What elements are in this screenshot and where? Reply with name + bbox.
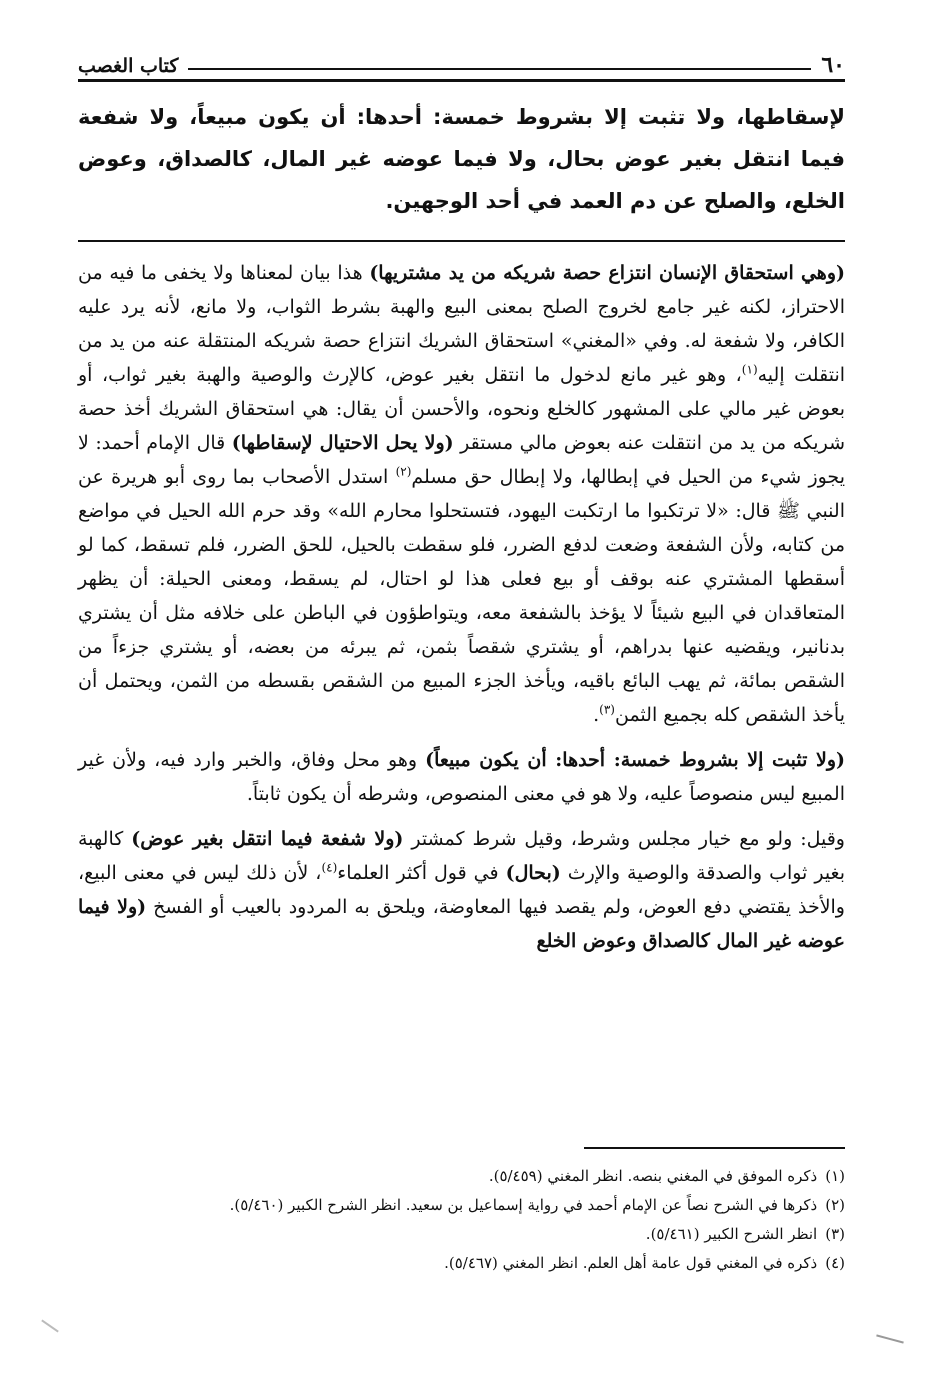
- footnote-text: انظر الشرح الكبير (٥/٤٦١).: [645, 1225, 818, 1243]
- footnote-ref[interactable]: (٤): [321, 860, 338, 875]
- page-header: [78, 40, 845, 80]
- quoted-matn: (ولا تثبت إلا بشروط خمسة: أحدها: أن يكون مبيعاً): [425, 749, 845, 771]
- page-number: ٦٠: [821, 52, 845, 78]
- footnote-item: [78, 1249, 845, 1278]
- footnote-ref[interactable]: (٣): [599, 702, 615, 717]
- commentary-text: وقيل: ولو مع خيار مجلس وشرط، وقيل شرط كمشتر: [403, 828, 845, 850]
- commentary-text: كالهبة بغير ثواب والصدقة والوصية والإرث: [78, 828, 846, 884]
- sharh-commentary: [78, 256, 845, 969]
- footnote-text: ذكرها في الشرح نصاً عن الإمام أحمد في رواية إسماعيل بن سعيد. انظر الشرح الكبير (٥/٤٦٠).: [229, 1196, 818, 1214]
- sharh-paragraph-3: [78, 822, 845, 958]
- footnotes: [78, 1162, 845, 1278]
- commentary-text: في قول أكثر العلماء: [337, 862, 506, 884]
- quoted-matn: (وهي استحقاق الإنسان انتزاع حصة شريكه من يد مشتريها): [369, 262, 845, 284]
- commentary-text: .: [593, 704, 600, 726]
- footnote-text: ذكره في المغني قول عامة أهل العلم. انظر المغني (٥/٤٦٧).: [444, 1254, 818, 1272]
- sharh-paragraph-1: [78, 256, 845, 732]
- matn-text: لإسقاطها، ولا تثبت إلا بشروط خمسة: أحدها: أن يكون مبيعاً، ولا شفعة فيما انتقل بغير عوض بحال، ولا فيما عوضه غير المال، كالصداق، وعوض الخلع، والصلح عن دم العمد في أحد الوجهين.: [78, 105, 845, 213]
- footnote-ref[interactable]: (١): [741, 362, 758, 377]
- commentary-text: قال الإمام أحمد: لا يجوز شيء من الحيل في إبطالها، ولا إبطال حق مسلم: [78, 432, 845, 488]
- footnote-ref[interactable]: (٢): [395, 464, 412, 479]
- footnote-item: [78, 1162, 845, 1191]
- quoted-matn: (بحال): [505, 862, 561, 884]
- footnote-rule: [584, 1147, 845, 1149]
- quoted-matn: (ولا يحل الاحتيال لإسقاطها): [231, 432, 454, 454]
- header-line: [188, 68, 811, 70]
- quoted-matn: (ولا فيما عوضه غير المال كالصداق وعوض الخلع: [78, 896, 845, 952]
- footnote-item: [78, 1191, 845, 1220]
- quoted-matn: (ولا شفعة فيما انتقل بغير عوض): [131, 828, 404, 850]
- commentary-text: هذا بيان لمعناها ولا يخفى ما فيه من الاحتراز، لكنه غير جامع لخروج الصلح بمعنى البيع والهبة بشرط الثواب، ولا مانع، لأنه يرد عليه الكافر، ولا شفعة له. وفي «المغني» استحقاق الشريك انتزاع حصة شريكه المنتقلة عنه من يد من انتقلت إليه: [78, 262, 846, 386]
- commentary-text: ، وهو غير مانع لدخول ما انتقل بغير عوض، كالإرث والوصية والهبة بغير ثواب، أو بعوض غير مالي على المشهور كالخلع ونحوه، والأحسن أن يقال: هي استحقاق الشريك أخذ حصة شريكه من يد من انتقلت عنه بعوض مالي مستقر: [78, 364, 846, 454]
- sharh-paragraph-2: [78, 743, 845, 811]
- footnote-number: (٣): [825, 1225, 845, 1243]
- footnote-number: (٤): [825, 1254, 845, 1272]
- scan-mark: [41, 1319, 59, 1332]
- book-title: كتاب الغصب: [78, 55, 179, 77]
- commentary-text: ، لأن ذلك ليس في معنى البيع، والأخذ يقتضي دفع العوض، ولم يقصد فيها المعاوضة، ويلحق به المردود بالعيب أو الفسخ: [78, 862, 845, 918]
- header-rule: [78, 79, 845, 82]
- footnote-number: (٢): [825, 1196, 845, 1214]
- footnote-item: [78, 1220, 845, 1249]
- matn-separator: [78, 240, 845, 242]
- commentary-text: وهو محل وفاق، والخبر وارد فيه، ولأن غير المبيع ليس منصوصاً عليه، ولا هو في معنى المنصوص، وشرطه أن يكون ثابتاً.: [78, 749, 845, 805]
- commentary-text: استدل الأصحاب بما روى أبو هريرة عن النبي ﷺ قال: «لا ترتكبوا ما ارتكبت اليهود، فتستحلوا محارم الله» وقد حرم الله الحيل في مواضع من كتابه، ولأن الشفعة وضعت لدفع الضرر، فلو سقطت بالحيل، للحق الضرر، فلم تسقط، كما لو أسقطها المشتري عنه بوقف أو بيع فعلى هذا لو احتال، لم يسقط، ومعنى الحيلة: أن يظهر المتعاقدان في البيع شيئاً لا يؤخذ بالشفعة معه، ويتواطؤون في الباطن على خلافه مثل أن يشتري بدنانير، ويقضيه عنها بدراهم، أو يشتري شقصاً بثمن، ثم يبرئه من بعضه، أو يشتري جزءاً من الشقص بمائة، ثم يهب البائع باقيه، ويأخذ الجزء المبيع من الشقص بقسطه من الثمن، ويحتمل أن يأخذ الشقص كله بجميع الثمن: [78, 466, 845, 726]
- footnote-number: (١): [825, 1167, 845, 1185]
- scan-mark: [876, 1334, 904, 1343]
- footnote-text: ذكره الموفق في المغني بنصه. انظر المغني (٥/٤٥٩).: [488, 1167, 818, 1185]
